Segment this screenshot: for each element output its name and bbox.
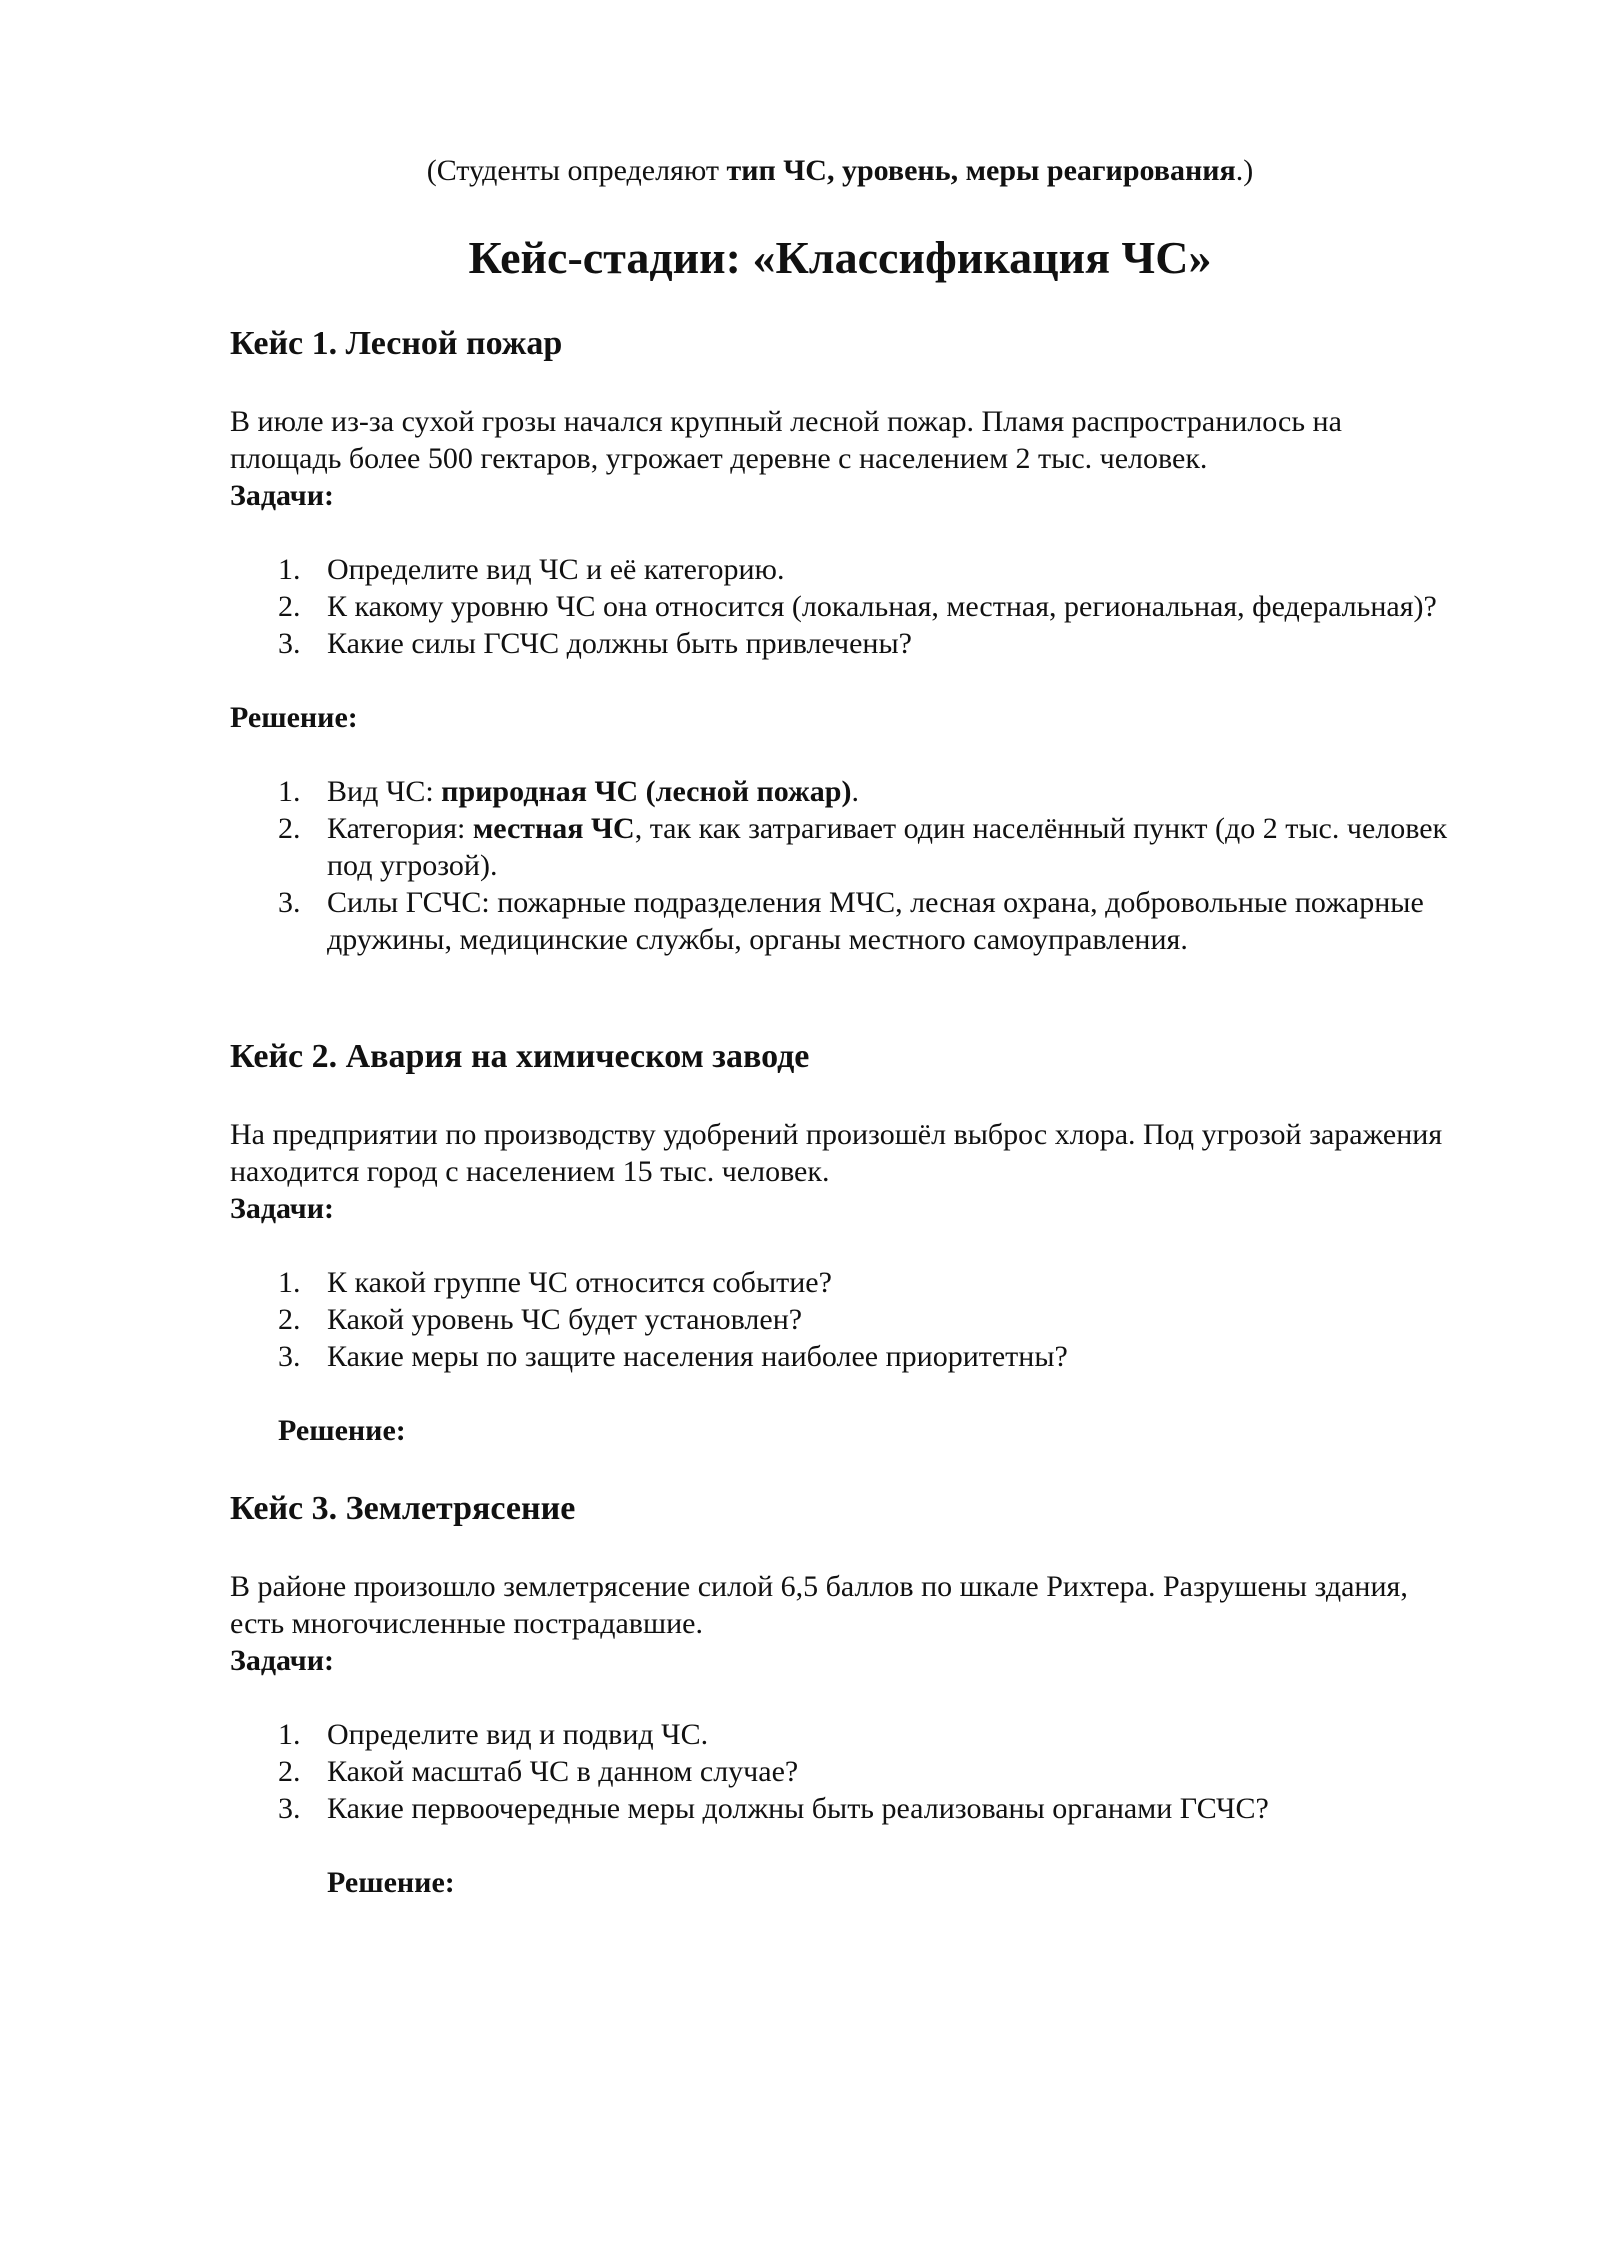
case-3 [230, 1488, 1450, 1901]
intro-prefix: (Студенты определяют [426, 154, 727, 187]
list-item: 2. К какому уровню ЧС она относится (локальная, местная, региональная, федеральная)? [278, 590, 1437, 623]
case-2 [230, 1036, 1450, 1449]
list-item: 2. Какой уровень ЧС будет установлен? [278, 1303, 803, 1336]
solution-label: Решение: [230, 701, 358, 734]
list-item: 3. Какие силы ГСЧС должны быть привлечены? [278, 627, 912, 660]
solution-label: Решение: [278, 1414, 406, 1447]
list-item: 3. Силы ГСЧС: пожарные подразделения МЧС, лесная охрана, добровольные пожарные дружины, медицинские службы, органы местного самоуправления. [278, 886, 1424, 956]
tasks-label: Задачи: [230, 479, 335, 512]
intro-suffix: .) [1235, 154, 1254, 187]
intro-bold: тип ЧС, уровень, меры реагирования [726, 154, 1236, 187]
list-item: 3. Какие первоочередные меры должны быть реализованы органами ГСЧС? [278, 1792, 1269, 1825]
solution-label: Решение: [327, 1866, 455, 1899]
case-description: На предприятии по производству удобрений произошёл выброс хлора. Под угрозой заражения находится город с населением 15 тыс. человек. [230, 1118, 1443, 1188]
list-item: 2. Категория: местная ЧС, так как затрагивает один населённый пункт (до 2 тыс. человек под угрозой). [278, 812, 1448, 882]
document-title: Кейс-стадии: «Классификация ЧС» [468, 232, 1212, 283]
case-title: Кейс 2. Авария на химическом заводе [230, 1038, 810, 1075]
list-item: 1. К какой группе ЧС относится событие? [278, 1266, 832, 1299]
case-title: Кейс 1. Лесной пожар [230, 325, 563, 362]
tasks-label: Задачи: [230, 1644, 335, 1677]
tasks-list [230, 1264, 1450, 1375]
list-item: 3. Какие меры по защите населения наиболее приоритетны? [278, 1340, 1068, 1373]
case-title: Кейс 3. Землетрясение [230, 1490, 576, 1527]
solution-list [230, 773, 1450, 958]
tasks-label: Задачи: [230, 1192, 335, 1225]
tasks-list [230, 1716, 1450, 1827]
case-1 [230, 323, 1450, 958]
list-item: 1. Определите вид и подвид ЧС. [278, 1718, 709, 1751]
list-item: 1. Вид ЧС: природная ЧС (лесной пожар). [278, 775, 859, 808]
list-item: 2. Какой масштаб ЧС в данном случае? [278, 1755, 799, 1788]
case-description: В районе произошло землетрясение силой 6,5 баллов по шкале Рихтера. Разрушены здания, есть многочисленные пострадавшие. [230, 1570, 1408, 1640]
list-item: 1. Определите вид ЧС и её категорию. [278, 553, 785, 586]
case-description: В июле из-за сухой грозы начался крупный лесной пожар. Пламя распространилось на площадь более 500 гектаров, угрожает деревне с населением 2 тыс. человек. [230, 405, 1342, 475]
tasks-list [230, 551, 1450, 662]
intro-note [0, 152, 1600, 189]
